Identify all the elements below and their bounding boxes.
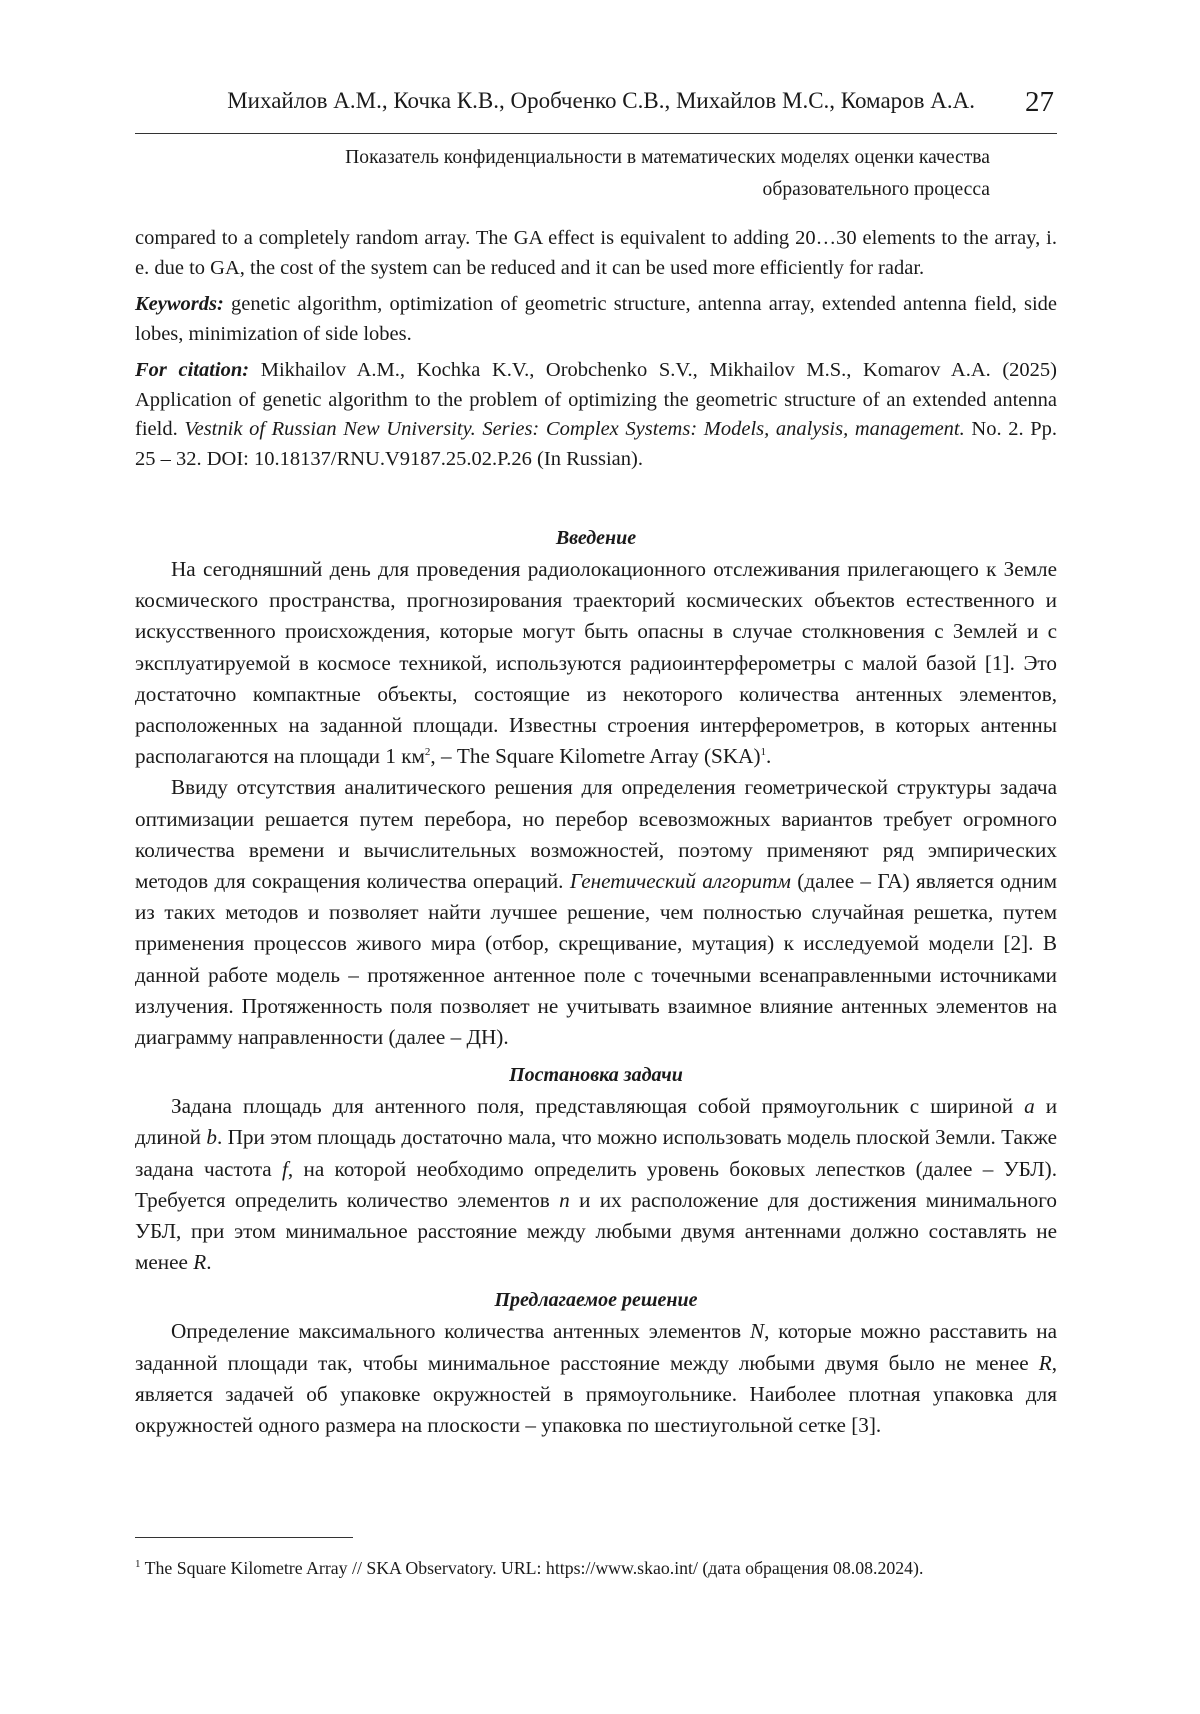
running-header-article-title — [135, 142, 990, 206]
keywords-label: Keywords: — [135, 293, 224, 315]
keywords-text: genetic algorithm, optimization of geometric structure, antenna array, extended antenna field, side lobes, minimization of side lobes. — [135, 293, 1058, 345]
citation-doi: No. 2. Pp. 25 – 32. DOI: 10.18137/RNU.V9187.25.02.P.26 (In Russian). — [135, 418, 1058, 470]
footnote-rule — [135, 1537, 353, 1538]
footnote — [135, 1555, 1057, 1581]
section-heading-problem-statement: Постановка задачи — [509, 1064, 683, 1087]
section-heading-proposed-solution: Предлагаемое решение — [494, 1289, 698, 1312]
citation-label: For citation: — [135, 359, 250, 381]
problem-paragraph: Задана площадь для антенного поля, представляющая собой прямоугольник с шириной a и длиной b. При этом площадь достаточно мала, что можно использовать модель плоской Земли. Также задана частота f, на которой необходимо определить уровень боковых лепестков (далее – УБЛ). Требуется определить количество элементов n и их расположение для достижения минимального УБЛ, при этом минимальное расстояние между любыми двумя антеннами должно составлять не менее R. — [135, 1094, 1058, 1275]
footnote-mark: 1 — [135, 1558, 141, 1571]
citation-text: Mikhailov A.M., Kochka K.V., Orobchenko S.V., Mikhailov M.S., Komarov A.A. (2025) Application of genetic algorithm to the problem of optimizing the geometric structure of an extended antenna field. — [135, 359, 1058, 440]
citation-paragraph — [135, 356, 1057, 474]
keywords-paragraph — [135, 290, 1057, 349]
introduction-paragraph-2: Ввиду отсутствия аналитического решения для определения геометрической структуры задача оптимизации решается путем перебора, но перебор всевозможных вариантов требует огромного количества времени и вычислительных возможностей, поэтому применяют ряд эмпирических методов для сокращения количества операций. Генетический алгоритм (далее – ГА) является одним из таких методов и позволяет найти лучшее решение, чем полностью случайная решетка, путем применения процессов живого мира (отбор, скрещивание, мутация) к исследуемой модели [2]. В данной работе модель – протяженное антенное поле с точечными всенаправленными источниками излучения. Протяженность поля позволяет не учитывать взаимное влияние антенных элементов на диаграмму направленности (далее – ДН). — [135, 775, 1058, 1050]
header-title-line-1: Показатель конфиденциальности в математических моделях оценки качества — [345, 147, 990, 168]
solution-paragraph: Определение максимального количества антенных элементов N, которые можно расставить на заданной площади так, чтобы минимальное расстояние между любыми двумя было не менее R, является задачей об упаковке окружностей в прямоугольнике. Наиболее плотная упаковка для окружностей одного размера на плоскости – упаковка по шестиугольной сетке [3]. — [135, 1319, 1058, 1438]
article-body — [135, 224, 1057, 1441]
header-title-line-2: образовательного процесса — [762, 179, 990, 200]
footnote-reference: 1 — [760, 746, 767, 759]
footnote-text: The Square Kilometre Array // SKA Observatory. URL: https://www.skao.int/ (дата обращения 08.08.2024). — [144, 1558, 924, 1578]
header-rule — [135, 133, 1057, 134]
abstract-end: compared to a completely random array. The GA effect is equivalent to adding 20…30 elements to the array, i. e. due to GA, the cost of the system can be reduced and it can be used more efficiently for radar. — [135, 227, 1057, 279]
introduction-paragraph-1: На сегодняшний день для проведения радиолокационного отслеживания прилегающего к Земле космического пространства, прогнозирования траекторий космических объектов естественного и искусственного происхождения, которые могут быть опасны в случае столкновения с Землей и с эксплуатируемой в космосе техникой, используются радиоинтерферометры с малой базой [1]. Это достаточно компактные объекты, состоящие из некоторого количества антенных элементов, расположенных на заданной площади. Известны строения интерферометров, в которых антенны располагаются на площади 1 $км^2$, – The Square Kilometre Array (SKA)$^1$. — [135, 557, 1057, 769]
genetic-algorithm-term: Генетический алгоритм — [569, 869, 791, 894]
section-heading-introduction: Введение — [555, 527, 637, 549]
citation-journal: Vestnik of Russian New University. Series: Complex Systems: Models, analysis, management. — [184, 418, 965, 440]
page-number: 27 — [1025, 86, 1054, 118]
running-header-authors: Михайлов А.М., Кочка К.В., Оробченко С.В., Михайлов М.С., Комаров А.А. — [227, 88, 975, 113]
superscript-2: 2 — [424, 746, 431, 759]
